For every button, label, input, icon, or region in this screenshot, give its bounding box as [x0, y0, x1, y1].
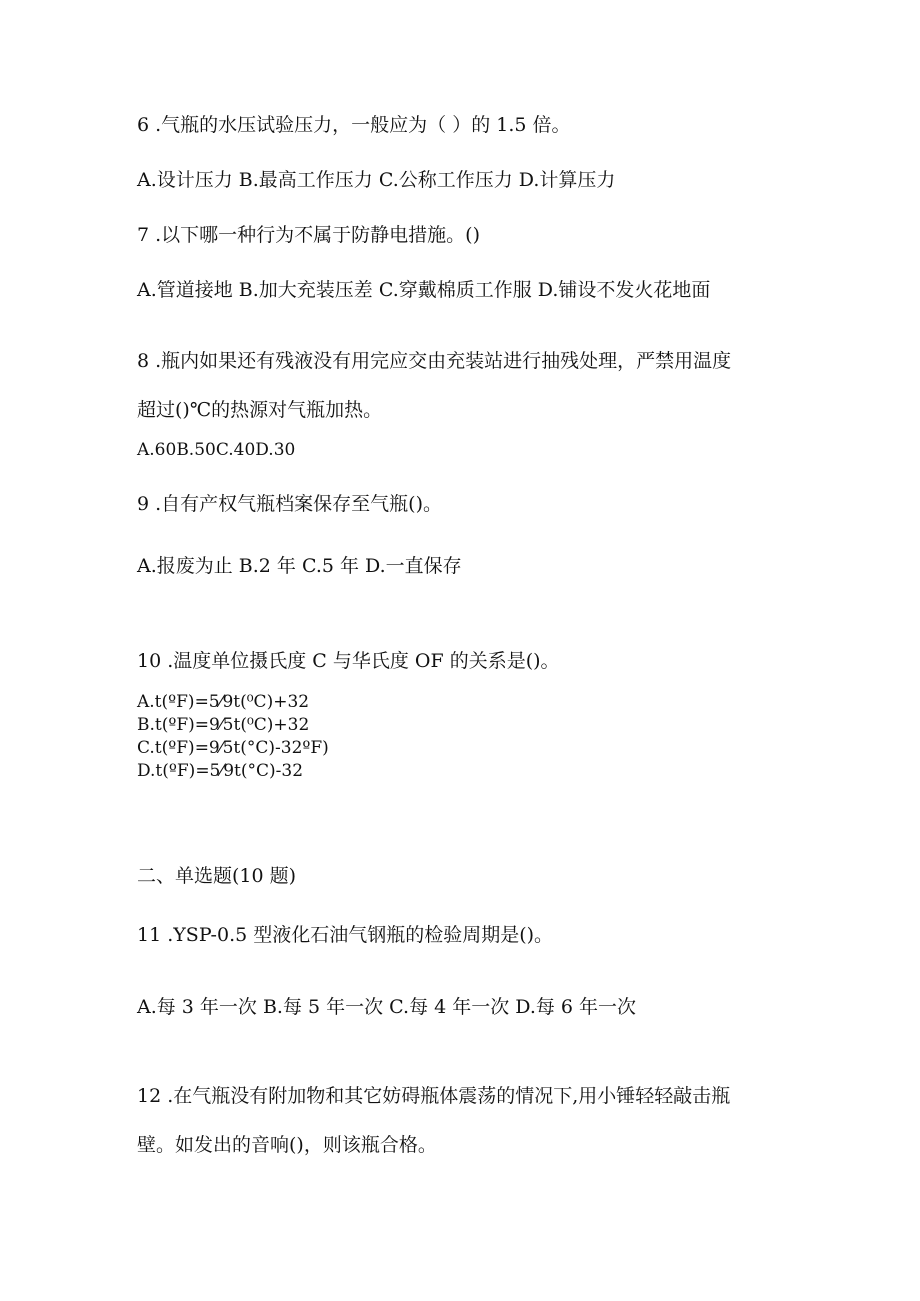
q8-options: A.60B.50C.40D.30: [137, 440, 296, 460]
q10-option-d: D.t(ºF)=5⁄9t(°C)-32: [137, 761, 304, 781]
q6-stem: 6 .气瓶的水压试验压力，一般应为（ ）的 1.5 倍。: [137, 114, 571, 136]
q11-options: A.每 3 年一次 B.每 5 年一次 C.每 4 年一次 D.每 6 年一次: [137, 996, 637, 1018]
q12-stem-line1: 12 .在气瓶没有附加物和其它妨碍瓶体震荡的情况下,用小锤轻轻敲击瓶: [137, 1085, 731, 1107]
q11-stem: 11 .YSP-0.5 型液化石油气钢瓶的检验周期是()。: [137, 924, 554, 946]
q9-options: A.报废为止 B.2 年 C.5 年 D.一直保存: [137, 555, 462, 577]
q10-option-b: B.t(ºF)=9⁄5t(⁰C)+32: [137, 715, 310, 735]
q10-option-c: C.t(ºF)=9⁄5t(°C)-32ºF): [137, 738, 329, 758]
q6-options: A.设计压力 B.最高工作压力 C.公称工作压力 D.计算压力: [137, 169, 616, 191]
q10-option-a: A.t(ºF)=5⁄9t(⁰C)+32: [137, 692, 310, 712]
q8-stem-line1: 8 .瓶内如果还有残液没有用完应交由充装站进行抽残处理，严禁用温度: [137, 350, 732, 372]
q7-stem: 7 .以下哪一种行为不属于防静电措施。(): [137, 224, 480, 246]
section-heading: 二、单选题(10 题): [137, 865, 297, 887]
q12-stem-line2: 壁。如发出的音响()，则该瓶合格。: [137, 1134, 437, 1156]
q9-stem: 9 .自有产权气瓶档案保存至气瓶()。: [137, 493, 442, 515]
q10-stem: 10 .温度单位摄氏度 C 与华氏度 OF 的关系是()。: [137, 650, 560, 672]
q7-options: A.管道接地 B.加大充装压差 C.穿戴棉质工作服 D.铺设不发火花地面: [137, 279, 711, 301]
q8-stem-line2: 超过()℃的热源对气瓶加热。: [137, 399, 383, 421]
